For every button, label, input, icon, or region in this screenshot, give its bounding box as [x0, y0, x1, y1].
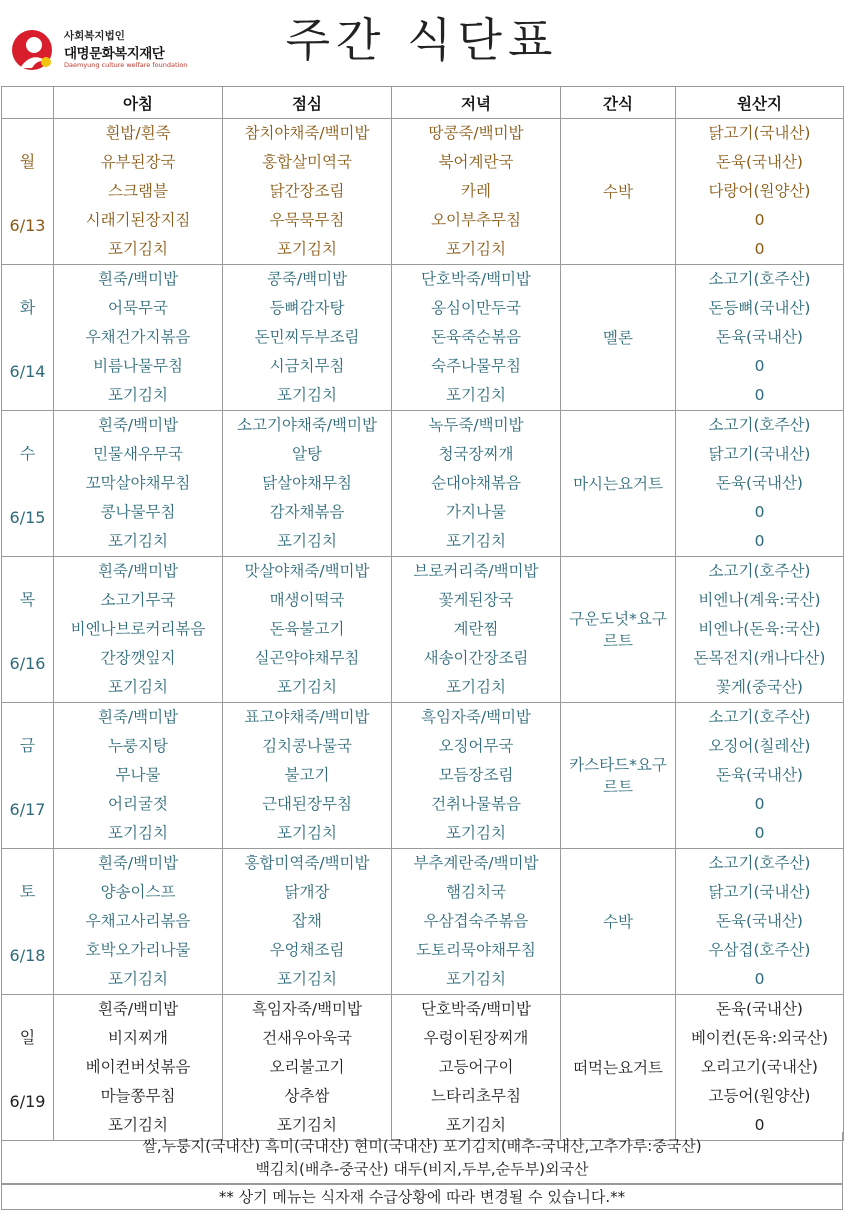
dinner-item: 돈육죽순볶음 [431, 328, 521, 346]
snack-item: 수박 [603, 182, 633, 201]
origin-item: 소고기(호주산) [708, 416, 811, 434]
dinner-item: 순대야채볶음 [431, 474, 521, 492]
breakfast-item: 포기김치 [108, 532, 168, 550]
day-label: 화 [19, 298, 36, 317]
lunch-item: 오리불고기 [269, 1058, 345, 1076]
lunch-item: 알탕 [292, 445, 322, 463]
origin-item: 소고기(호주산) [708, 854, 811, 872]
table-row [2, 703, 844, 849]
breakfast-item: 비름나물무침 [93, 357, 183, 375]
day-label: 일 [19, 1028, 36, 1047]
breakfast-item: 소고기무국 [100, 591, 176, 609]
day-cell [2, 703, 54, 849]
day-label: 월 [19, 152, 36, 171]
breakfast-item: 어리굴젓 [108, 795, 168, 813]
lunch-cell [223, 265, 392, 411]
lunch-item: 포기김치 [277, 240, 337, 258]
breakfast-item: 비지찌개 [108, 1029, 168, 1047]
breakfast-item: 간장깻잎지 [100, 649, 176, 667]
snack-item: 구운도넛*요구르트 [569, 609, 667, 650]
lunch-item: 포기김치 [277, 532, 337, 550]
origin-item: 돈육(국내산) [716, 1000, 803, 1018]
lunch-item: 참치야채죽/백미밥 [244, 124, 370, 142]
lunch-item: 시금치무침 [269, 357, 345, 375]
column-header-dinner: 저녁 [392, 87, 561, 119]
org-english-name: Daemyung culture welfare foundation [64, 61, 188, 69]
day-date: 6/17 [9, 800, 46, 819]
breakfast-item: 어묵무국 [108, 299, 168, 317]
dinner-cell [392, 557, 561, 703]
breakfast-item: 베이컨버섯볶음 [85, 1058, 191, 1076]
snack-item: 멜론 [603, 328, 633, 347]
origin-item: 0 [754, 970, 765, 988]
dinner-item: 청국장찌개 [438, 445, 514, 463]
breakfast-cell [54, 119, 223, 265]
lunch-cell [223, 995, 392, 1141]
origin-item: 돈육(국내산) [716, 766, 803, 784]
menu-change-notice: ** 상기 메뉴는 식자재 수급상황에 따라 변경될 수 있습니다.** [1, 1184, 843, 1210]
lunch-item: 잡채 [292, 912, 322, 930]
lunch-item: 우묵묵무침 [269, 211, 345, 229]
dinner-item: 모듬장조림 [438, 766, 514, 784]
breakfast-item: 포기김치 [108, 678, 168, 696]
origin-cell [676, 703, 844, 849]
origin-item: 0 [754, 386, 765, 404]
snack-cell [561, 265, 676, 411]
breakfast-cell [54, 557, 223, 703]
lunch-item: 근대된장무침 [262, 795, 352, 813]
breakfast-item: 시래기된장지짐 [85, 211, 191, 229]
lunch-item: 흑임자죽/백미밥 [251, 1000, 363, 1018]
lunch-item: 콩죽/백미밥 [266, 270, 348, 288]
lunch-item: 돈육불고기 [269, 620, 345, 638]
org-type-label: 사회복지법인 [64, 30, 125, 42]
origin-item: 돈육(국내산) [716, 328, 803, 346]
origin-item: 닭고기(국내산) [708, 883, 811, 901]
day-label: 금 [19, 736, 36, 755]
breakfast-item: 포기김치 [108, 970, 168, 988]
column-header-lunch: 점심 [223, 87, 392, 119]
dinner-item: 포기김치 [446, 532, 506, 550]
dinner-item: 녹두죽/백미밥 [428, 416, 524, 434]
breakfast-item: 우채고사리볶음 [85, 912, 191, 930]
day-date: 6/15 [9, 508, 46, 527]
lunch-item: 불고기 [284, 766, 330, 784]
snack-cell [561, 119, 676, 265]
origin-item: 0 [754, 357, 765, 375]
lunch-item: 상추쌈 [284, 1087, 330, 1105]
column-header-snack: 간식 [561, 87, 676, 119]
lunch-item: 홍합미역죽/백미밥 [244, 854, 370, 872]
origin-item: 돈목전지(캐나다산) [693, 649, 826, 667]
breakfast-item: 흰밥/흰죽 [105, 124, 171, 142]
lunch-cell [223, 557, 392, 703]
lunch-item: 포기김치 [277, 970, 337, 988]
origin-item: 오리고기(국내산) [701, 1058, 818, 1076]
breakfast-item: 흰죽/백미밥 [97, 416, 179, 434]
breakfast-item: 호박오가리나물 [85, 941, 191, 959]
table-row [2, 411, 844, 557]
breakfast-item: 유부된장국 [100, 153, 176, 171]
origin-item: 돈등뼈(국내산) [708, 299, 811, 317]
dinner-item: 땅콩죽/백미밥 [428, 124, 524, 142]
dinner-cell [392, 995, 561, 1141]
origin-item: 0 [754, 824, 765, 842]
dinner-item: 건취나물볶음 [431, 795, 521, 813]
origin-cell [676, 557, 844, 703]
snack-cell [561, 411, 676, 557]
origin-item: 베이컨(돈육:외국산) [690, 1029, 829, 1047]
breakfast-item: 포기김치 [108, 824, 168, 842]
origin-cell [676, 265, 844, 411]
menu-table-body [2, 119, 844, 1141]
dinner-item: 꽃게된장국 [438, 591, 514, 609]
dinner-item: 북어계란국 [438, 153, 514, 171]
dinner-item: 단호박죽/백미밥 [420, 270, 532, 288]
breakfast-item: 우채건가지볶음 [85, 328, 191, 346]
origin-item: 소고기(호주산) [708, 270, 811, 288]
snack-cell [561, 849, 676, 995]
weekly-menu-table [1, 86, 844, 1141]
page-title: 주간 식단표 [285, 13, 559, 67]
dinner-item: 오이부추무침 [431, 211, 521, 229]
day-date: 6/14 [9, 362, 46, 381]
origin-item: 돈육(국내산) [716, 912, 803, 930]
day-cell [2, 557, 54, 703]
snack-cell [561, 557, 676, 703]
origin-item: 0 [754, 532, 765, 550]
origin-note-line: 백김치(배추-중국산) 대두(비지,두부,순두부)외국산 [255, 1160, 589, 1178]
snack-cell [561, 703, 676, 849]
lunch-item: 건새우아욱국 [262, 1029, 352, 1047]
day-date: 6/19 [9, 1092, 46, 1111]
lunch-cell [223, 119, 392, 265]
org-name: 대명문화복지재단 [64, 46, 165, 62]
lunch-cell [223, 849, 392, 995]
origin-notes [1, 1132, 843, 1184]
lunch-item: 등뼈감자탕 [269, 299, 345, 317]
lunch-cell [223, 703, 392, 849]
lunch-item: 돈민찌두부조림 [254, 328, 360, 346]
origin-item: 우삼겹(호주산) [708, 941, 811, 959]
dinner-item: 포기김치 [446, 970, 506, 988]
breakfast-item: 흰죽/백미밥 [97, 708, 179, 726]
table-header-row [2, 87, 844, 119]
dinner-item: 오징어무국 [438, 737, 514, 755]
origin-item: 소고기(호주산) [708, 562, 811, 580]
breakfast-item: 흰죽/백미밥 [97, 270, 179, 288]
dinner-item: 우렁이된장찌개 [423, 1029, 529, 1047]
lunch-item: 소고기야채죽/백미밥 [237, 416, 377, 434]
lunch-item: 포기김치 [277, 1116, 337, 1134]
table-row [2, 995, 844, 1141]
page-header [0, 0, 844, 86]
origin-cell [676, 995, 844, 1141]
origin-item: 돈육(국내산) [716, 153, 803, 171]
day-date: 6/16 [9, 654, 46, 673]
origin-item: 소고기(호주산) [708, 708, 811, 726]
lunch-item: 실곤약야채무침 [254, 649, 360, 667]
dinner-item: 흑임자죽/백미밥 [420, 708, 532, 726]
snack-cell [561, 995, 676, 1141]
table-row [2, 849, 844, 995]
day-cell [2, 119, 54, 265]
lunch-item: 포기김치 [277, 824, 337, 842]
origin-item: 0 [754, 240, 765, 258]
dinner-cell [392, 703, 561, 849]
dinner-item: 포기김치 [446, 240, 506, 258]
snack-item: 수박 [603, 912, 633, 931]
origin-item: 비엔나(계육:국산) [698, 591, 821, 609]
origin-item: 고등어(원양산) [708, 1087, 811, 1105]
lunch-item: 닭간장조림 [269, 182, 345, 200]
day-label: 목 [19, 590, 36, 609]
dinner-item: 우삼겹숙주볶음 [423, 912, 529, 930]
dinner-item: 포기김치 [446, 824, 506, 842]
origin-item: 0 [754, 503, 765, 521]
day-date: 6/18 [9, 946, 46, 965]
lunch-item: 포기김치 [277, 678, 337, 696]
breakfast-item: 양송이스프 [100, 883, 176, 901]
lunch-item: 매생이떡국 [269, 591, 345, 609]
lunch-item: 표고야채죽/백미밥 [244, 708, 370, 726]
origin-cell [676, 411, 844, 557]
dinner-item: 숙주나물무침 [431, 357, 521, 375]
origin-cell [676, 849, 844, 995]
day-date: 6/13 [9, 216, 46, 235]
breakfast-item: 꼬막살야채무침 [85, 474, 191, 492]
breakfast-item: 포기김치 [108, 386, 168, 404]
dinner-item: 햄김치국 [446, 883, 506, 901]
breakfast-item: 흰죽/백미밥 [97, 854, 179, 872]
origin-item: 0 [754, 211, 765, 229]
breakfast-item: 흰죽/백미밥 [97, 1000, 179, 1018]
origin-item: 닭고기(국내산) [708, 124, 811, 142]
breakfast-cell [54, 995, 223, 1141]
origin-item: 0 [754, 1116, 765, 1134]
lunch-item: 우엉채조림 [269, 941, 345, 959]
lunch-item: 포기김치 [277, 386, 337, 404]
column-header-breakfast: 아침 [54, 87, 223, 119]
dinner-item: 도토리묵야채무침 [416, 941, 536, 959]
origin-item: 비엔나(돈육:국산) [698, 620, 821, 638]
dinner-item: 새송이간장조림 [423, 649, 529, 667]
origin-item: 닭고기(국내산) [708, 445, 811, 463]
lunch-item: 닭개장 [284, 883, 330, 901]
breakfast-item: 흰죽/백미밥 [97, 562, 179, 580]
day-label: 토 [19, 882, 36, 901]
day-cell [2, 265, 54, 411]
column-header-origin: 원산지 [676, 87, 844, 119]
snack-item: 카스타드*요구르트 [569, 755, 667, 796]
breakfast-cell [54, 703, 223, 849]
snack-item: 떠먹는요거트 [573, 1058, 663, 1077]
table-row [2, 119, 844, 265]
lunch-item: 김치콩나물국 [262, 737, 352, 755]
dinner-item: 고등어구이 [438, 1058, 514, 1076]
breakfast-item: 콩나물무침 [100, 503, 176, 521]
dinner-item: 단호박죽/백미밥 [420, 1000, 532, 1018]
lunch-item: 홍합살미역국 [262, 153, 352, 171]
lunch-item: 닭살야채무침 [262, 474, 352, 492]
origin-item: 꽃게(중국산) [716, 678, 803, 696]
dinner-item: 부추계란죽/백미밥 [413, 854, 539, 872]
dinner-item: 옹심이만두국 [431, 299, 521, 317]
origin-item: 오징어(칠레산) [708, 737, 811, 755]
breakfast-item: 비엔나브로커리볶음 [70, 620, 206, 638]
dinner-cell [392, 265, 561, 411]
breakfast-cell [54, 265, 223, 411]
breakfast-item: 무나물 [115, 766, 161, 784]
breakfast-item: 민물새우무국 [93, 445, 183, 463]
breakfast-cell [54, 849, 223, 995]
dinner-item: 카레 [461, 182, 491, 200]
day-cell [2, 995, 54, 1141]
origin-item: 다랑어(원양산) [708, 182, 811, 200]
day-cell [2, 849, 54, 995]
dinner-cell [392, 119, 561, 265]
breakfast-item: 스크램블 [108, 182, 168, 200]
lunch-item: 감자채볶음 [269, 503, 345, 521]
dinner-cell [392, 849, 561, 995]
table-row [2, 557, 844, 703]
dinner-item: 포기김치 [446, 678, 506, 696]
lunch-item: 맛살야채죽/백미밥 [244, 562, 370, 580]
dinner-cell [392, 411, 561, 557]
snack-item: 마시는요거트 [573, 474, 663, 493]
dinner-item: 가지나물 [446, 503, 506, 521]
dinner-item: 포기김치 [446, 1116, 506, 1134]
origin-item: 돈육(국내산) [716, 474, 803, 492]
breakfast-item: 포기김치 [108, 1116, 168, 1134]
breakfast-item: 포기김치 [108, 240, 168, 258]
day-label: 수 [19, 444, 36, 463]
day-cell [2, 411, 54, 557]
origin-cell [676, 119, 844, 265]
column-header-day [2, 87, 54, 119]
origin-item: 0 [754, 795, 765, 813]
table-row [2, 265, 844, 411]
breakfast-cell [54, 411, 223, 557]
origin-note-line: 쌀,누룽지(국내산) 흑미(국내산) 현미(국내산) 포기김치(배추-국내산,고추가루:중국산) [142, 1137, 702, 1155]
dinner-item: 계란찜 [453, 620, 499, 638]
breakfast-item: 누룽지탕 [108, 737, 168, 755]
lunch-cell [223, 411, 392, 557]
dinner-item: 브로커리죽/백미밥 [413, 562, 539, 580]
dinner-item: 포기김치 [446, 386, 506, 404]
breakfast-item: 마늘쫑무침 [100, 1087, 176, 1105]
dinner-item: 느타리초무침 [431, 1087, 521, 1105]
